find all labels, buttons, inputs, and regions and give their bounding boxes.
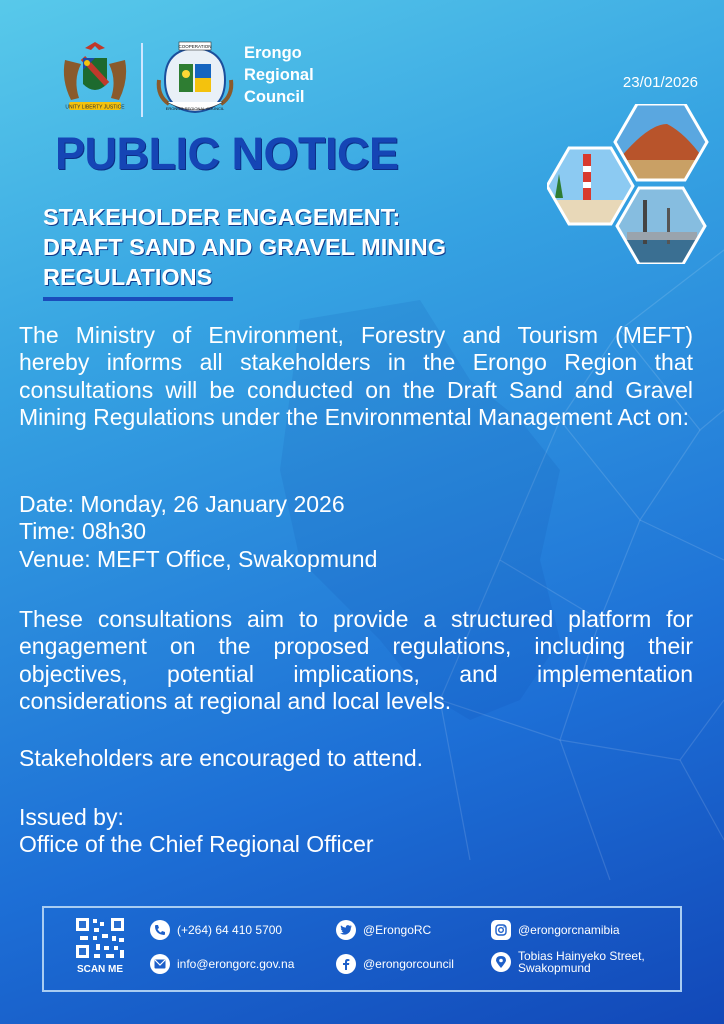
issued-by xyxy=(19,804,693,859)
erongo-council-seal-logo xyxy=(149,40,241,120)
issued-by-office: Office of the Chief Regional Officer xyxy=(19,831,374,858)
email-address: info@erongorc.gov.na xyxy=(177,957,295,971)
council-name-line1: Erongo xyxy=(244,44,302,62)
council-name-line2: Regional xyxy=(244,66,314,84)
phone-number: (+264) 64 410 5700 xyxy=(177,923,283,937)
address xyxy=(518,950,645,974)
email-icon xyxy=(150,954,170,974)
instagram-handle: @erongorcnamibia xyxy=(518,923,620,937)
purpose-paragraph: These consultations aim to provide a structured platform for engagement on the proposed regulations, including their objectives, potential implications, and implementation considerations at regional and local levels. xyxy=(19,606,693,715)
logo-group xyxy=(55,40,241,120)
hexagon-photo-collage xyxy=(547,104,709,264)
subtitle-line2: DRAFT SAND AND GRAVEL MINING xyxy=(43,234,446,260)
event-details xyxy=(19,491,693,573)
notice-subtitle xyxy=(43,202,583,292)
event-date: Date: Monday, 26 January 2026 xyxy=(19,491,345,517)
encourage-text: Stakeholders are encouraged to attend. xyxy=(19,745,424,771)
seal-bottom-text: ERONGO REGIONAL COUNCIL xyxy=(165,106,225,111)
facebook-icon xyxy=(336,954,356,974)
contact-footer xyxy=(42,906,682,992)
notice-date: 23/01/2026 xyxy=(622,74,698,91)
harbour-photo xyxy=(615,188,707,264)
council-name xyxy=(244,42,314,108)
instagram-icon xyxy=(491,920,511,940)
email-contact[interactable] xyxy=(150,954,294,974)
address-contact[interactable] xyxy=(491,950,645,974)
namibia-coat-of-arms-logo xyxy=(55,40,135,120)
qr-code-icon[interactable] xyxy=(74,916,126,960)
instagram-contact[interactable] xyxy=(491,920,620,940)
twitter-handle: @ErongoRC xyxy=(363,923,432,937)
title-underline xyxy=(43,297,233,301)
address-line2: Swakopmund xyxy=(518,961,591,975)
subtitle-line1: STAKEHOLDER ENGAGEMENT: xyxy=(43,204,401,230)
phone-contact[interactable] xyxy=(150,920,282,940)
twitter-icon xyxy=(336,920,356,940)
event-time: Time: 08h30 xyxy=(19,518,146,545)
seal-top-text: COOPERATION xyxy=(178,44,212,49)
issued-by-label: Issued by: xyxy=(19,804,124,830)
address-line1: Tobias Hainyeko Street, xyxy=(518,949,645,963)
subtitle-line3: REGULATIONS xyxy=(43,264,213,290)
twitter-contact[interactable] xyxy=(336,920,431,940)
logo-divider xyxy=(141,43,143,117)
location-pin-icon xyxy=(491,952,511,972)
page-title: PUBLIC NOTICE xyxy=(55,128,399,179)
scan-me-label: SCAN ME xyxy=(76,964,124,975)
facebook-handle: @erongorcouncil xyxy=(363,957,454,971)
council-name-line3: Council xyxy=(244,88,305,106)
facebook-contact[interactable] xyxy=(336,954,454,974)
phone-icon xyxy=(150,920,170,940)
intro-paragraph: The Ministry of Environment, Forestry and Tourism (MEFT) hereby informs all stakeholders in the Erongo Region that consultations will be conducted on the Draft Sand and Gravel Mining Regulations under the Environmental Management Act on: xyxy=(19,322,693,431)
event-venue: Venue: MEFT Office, Swakopmund xyxy=(19,545,378,572)
coat-of-arms-motto: UNITY LIBERTY JUSTICE xyxy=(65,104,125,111)
